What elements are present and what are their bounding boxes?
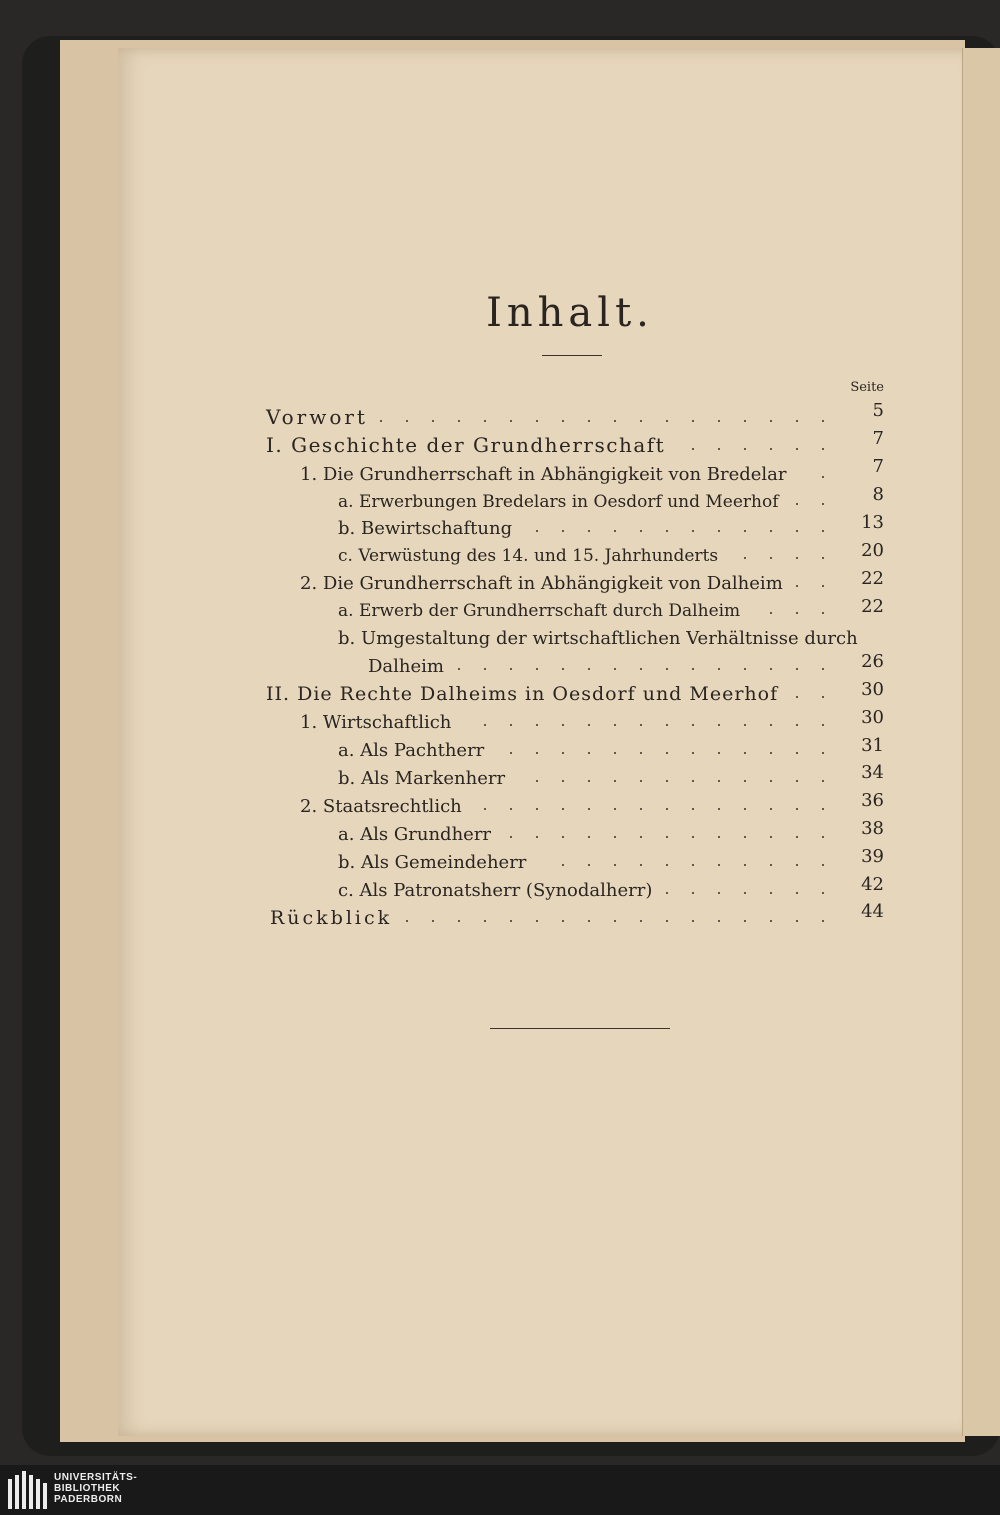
leader-dot (692, 780, 694, 782)
leader-dot (406, 920, 408, 922)
title-rule (542, 355, 602, 356)
leader-dot (666, 920, 668, 922)
logo-line: BIBLIOTHEK (54, 1483, 121, 1494)
leader-dot (510, 420, 512, 422)
logo-line: PADERBORN (54, 1494, 123, 1505)
leader-dot (640, 668, 642, 670)
toc-entry (300, 460, 787, 486)
leader-dot (562, 752, 564, 754)
leader-dot (562, 724, 564, 726)
toc-entry (300, 708, 451, 734)
leader-dot (484, 420, 486, 422)
leader-dot (718, 448, 720, 450)
toc-entry-text: 1. Die Grundherrschaft in Abhängigkeit von Bredelar (300, 464, 787, 485)
leader-dot (796, 836, 798, 838)
leader-dot (692, 530, 694, 532)
toc-entry-text: a. Erwerbungen Bredelars in Oesdorf und Meerhof (338, 492, 779, 512)
leader-dot (510, 836, 512, 838)
toc-page-number: 26 (861, 651, 884, 672)
leader-dot (458, 920, 460, 922)
leader-dot (640, 752, 642, 754)
toc-entry (338, 764, 505, 790)
toc-entry-text: a. Als Grundherr (338, 824, 492, 845)
leader-dot (588, 668, 590, 670)
leader-dot (510, 920, 512, 922)
leader-dot (640, 920, 642, 922)
leader-dot (666, 752, 668, 754)
leader-dot (692, 752, 694, 754)
leader-dot (770, 530, 772, 532)
leader-dot (614, 808, 616, 810)
leader-dot (796, 808, 798, 810)
toc-entry (338, 487, 779, 513)
leader-dot (796, 448, 798, 450)
toc-entry (266, 404, 368, 430)
toc-entry (270, 904, 392, 930)
leader-dot (718, 920, 720, 922)
leader-dot (536, 808, 538, 810)
leader-dot (484, 724, 486, 726)
leader-dot (692, 892, 694, 894)
leader-dot (796, 585, 798, 587)
leader-dot (536, 920, 538, 922)
leader-dot (718, 864, 720, 866)
leader-dot (562, 780, 564, 782)
leader-dot (744, 920, 746, 922)
leader-dot (822, 724, 824, 726)
toc-entry (338, 514, 512, 540)
leader-dot (822, 420, 824, 422)
toc-entry (266, 680, 778, 706)
leader-dot (796, 752, 798, 754)
leader-dot (666, 892, 668, 894)
leader-dot (536, 668, 538, 670)
leader-dot (718, 752, 720, 754)
library-logo-text (54, 1472, 137, 1505)
toc-entry-text: b. Umgestaltung der wirtschaftlichen Verhältnisse durch (338, 628, 858, 649)
toc-page-number: 31 (861, 735, 884, 756)
toc-entry (300, 569, 783, 595)
leader-dot (614, 530, 616, 532)
leader-dot (536, 420, 538, 422)
toc-page-number: 8 (872, 484, 884, 505)
closing-rule (490, 1028, 670, 1029)
leader-dot (536, 752, 538, 754)
leader-dot (614, 724, 616, 726)
leader-dot (484, 808, 486, 810)
leader-dot (614, 836, 616, 838)
leader-dot (666, 530, 668, 532)
toc-page-number: 30 (861, 707, 884, 728)
toc-entry-text: c. Verwüstung des 14. und 15. Jahrhunderts (338, 546, 719, 566)
toc-entry (338, 596, 740, 622)
leader-dot (770, 836, 772, 838)
toc-entry (300, 792, 462, 818)
leader-dot (588, 724, 590, 726)
toc-entry-text: 2. Die Grundherrschaft in Abhängigkeit von Dalheim (300, 573, 783, 594)
leader-dot (588, 780, 590, 782)
toc-page-number: 30 (861, 679, 884, 700)
leader-dot (510, 724, 512, 726)
toc-entry (368, 652, 444, 678)
leader-dot (796, 503, 798, 505)
leader-dot (692, 420, 694, 422)
leader-dot (822, 612, 824, 614)
leader-dot (796, 892, 798, 894)
toc-entry-text: Rückblick (270, 907, 393, 929)
leader-dot (744, 864, 746, 866)
leader-dot (744, 448, 746, 450)
leader-dot (718, 808, 720, 810)
leader-dot (588, 836, 590, 838)
leader-dot (718, 892, 720, 894)
toc-entry (338, 624, 858, 650)
toc-entry (266, 432, 665, 458)
leader-dot (770, 864, 772, 866)
leader-dot (744, 420, 746, 422)
toc-page-number: 5 (872, 400, 884, 421)
leader-dot (510, 752, 512, 754)
toc-entry-text: II. Die Rechte Dalheims in Oesdorf und Meerhof (266, 683, 779, 705)
leader-dot (744, 836, 746, 838)
toc-page-number: 7 (872, 428, 884, 449)
leader-dot (666, 420, 668, 422)
leader-dot (822, 557, 824, 559)
leader-dot (458, 420, 460, 422)
leader-dot (640, 420, 642, 422)
leader-dot (718, 836, 720, 838)
toc-page-number: 44 (861, 901, 884, 922)
leader-dot (770, 808, 772, 810)
leader-dot (718, 668, 720, 670)
leader-dot (640, 780, 642, 782)
leader-dot (666, 724, 668, 726)
toc-page-number: 22 (861, 596, 884, 617)
leader-dot (562, 864, 564, 866)
leader-dot (562, 668, 564, 670)
leader-dot (666, 780, 668, 782)
leader-dot (562, 530, 564, 532)
toc-entry-text: a. Erwerb der Grundherrschaft durch Dalheim (338, 601, 741, 621)
toc-page-number: 38 (861, 818, 884, 839)
leader-dot (822, 503, 824, 505)
leader-dot (588, 808, 590, 810)
leader-dot (718, 420, 720, 422)
leader-dot (770, 668, 772, 670)
leader-dot (484, 920, 486, 922)
facing-page-edge (962, 48, 1000, 1436)
leader-dot (744, 530, 746, 532)
leader-dot (536, 724, 538, 726)
leader-dot (822, 836, 824, 838)
leader-dot (796, 557, 798, 559)
leader-dot (692, 448, 694, 450)
leader-dot (744, 752, 746, 754)
leader-dot (562, 836, 564, 838)
toc-entry-text: b. Bewirtschaftung (338, 518, 513, 539)
toc-entry-text: c. Als Patronatsherr (Synodalherr) (338, 880, 653, 901)
leader-dot (796, 612, 798, 614)
toc-entry-text: b. Als Gemeindeherr (338, 852, 527, 873)
leader-dot (692, 808, 694, 810)
leader-dot (536, 836, 538, 838)
leader-dot (718, 530, 720, 532)
toc-entry-text: 2. Staatsrechtlich (300, 796, 462, 817)
leader-dot (666, 836, 668, 838)
leader-dot (770, 557, 772, 559)
leader-dot (744, 668, 746, 670)
leader-dot (588, 864, 590, 866)
leader-dot (796, 668, 798, 670)
leader-dot (822, 585, 824, 587)
toc-entry-text: Dalheim (368, 656, 444, 677)
toc-entry (338, 876, 652, 902)
leader-dot (822, 864, 824, 866)
toc-entry-text: b. Als Markenherr (338, 768, 506, 789)
toc-entry-text: 1. Wirtschaftlich (300, 712, 452, 733)
leader-dot (640, 808, 642, 810)
leader-dot (614, 780, 616, 782)
leader-dot (822, 920, 824, 922)
leader-dot (822, 696, 824, 698)
leader-dot (640, 724, 642, 726)
page-title: Inhalt. (486, 290, 654, 336)
leader-dot (666, 864, 668, 866)
leader-dot (770, 920, 772, 922)
leader-dot (510, 808, 512, 810)
leader-dot (796, 696, 798, 698)
leader-dot (666, 668, 668, 670)
toc-page-number: 36 (861, 790, 884, 811)
toc-page-number: 7 (872, 456, 884, 477)
toc-entry-text: I. Geschichte der Grundherrschaft (266, 433, 666, 457)
leader-dot (562, 920, 564, 922)
leader-dot (614, 920, 616, 922)
leader-dot (796, 530, 798, 532)
leader-dot (718, 724, 720, 726)
leader-dot (406, 420, 408, 422)
leader-dot (822, 530, 824, 532)
leader-dot (770, 448, 772, 450)
toc-entry (338, 541, 718, 567)
leader-dot (614, 668, 616, 670)
leader-dot (432, 420, 434, 422)
leader-dot (822, 476, 824, 478)
toc-page-number: 39 (861, 846, 884, 867)
leader-dot (484, 668, 486, 670)
toc-page-number: 34 (861, 762, 884, 783)
leader-dot (770, 420, 772, 422)
leader-dot (796, 420, 798, 422)
leader-dot (770, 724, 772, 726)
leader-dot (614, 864, 616, 866)
seite-label: Seite (850, 380, 884, 395)
toc-entry-text: a. Als Pachtherr (338, 740, 485, 761)
leader-dot (666, 808, 668, 810)
leader-dot (822, 448, 824, 450)
leader-dot (744, 557, 746, 559)
toc-page-number: 22 (861, 568, 884, 589)
leader-dot (692, 836, 694, 838)
library-footer (0, 1465, 1000, 1515)
toc-page-number: 20 (861, 540, 884, 561)
toc-page-number: 42 (861, 874, 884, 895)
library-logo-icon (8, 1471, 50, 1509)
leader-dot (770, 612, 772, 614)
leader-dot (380, 420, 382, 422)
leader-dot (822, 808, 824, 810)
leader-dot (458, 668, 460, 670)
leader-dot (822, 752, 824, 754)
leader-dot (692, 668, 694, 670)
leader-dot (822, 668, 824, 670)
leader-dot (692, 920, 694, 922)
leader-dot (536, 530, 538, 532)
leader-dot (770, 780, 772, 782)
leader-dot (744, 780, 746, 782)
logo-line: UNIVERSITÄTS- (54, 1472, 138, 1483)
leader-dot (432, 920, 434, 922)
toc-entry (338, 736, 484, 762)
leader-dot (588, 920, 590, 922)
leader-dot (692, 724, 694, 726)
leader-dot (614, 752, 616, 754)
leader-dot (770, 752, 772, 754)
toc-entry (338, 848, 526, 874)
leader-dot (744, 724, 746, 726)
leader-dot (562, 420, 564, 422)
leader-dot (614, 420, 616, 422)
leader-dot (588, 752, 590, 754)
leader-dot (640, 836, 642, 838)
leader-dot (718, 780, 720, 782)
leader-dot (822, 780, 824, 782)
leader-dot (692, 864, 694, 866)
leader-dot (588, 530, 590, 532)
leader-dot (796, 724, 798, 726)
leader-dot (640, 530, 642, 532)
toc-page-number: 13 (861, 512, 884, 533)
leader-dot (562, 808, 564, 810)
leader-dot (822, 892, 824, 894)
toc-entry-text: Vorwort (266, 405, 368, 429)
leader-dot (536, 780, 538, 782)
leader-dot (796, 920, 798, 922)
leader-dot (796, 780, 798, 782)
leader-dot (588, 420, 590, 422)
leader-dot (510, 668, 512, 670)
leader-dot (640, 864, 642, 866)
leader-dot (744, 808, 746, 810)
toc-entry (338, 820, 491, 846)
leader-dot (744, 892, 746, 894)
leader-dot (770, 892, 772, 894)
leader-dot (796, 864, 798, 866)
